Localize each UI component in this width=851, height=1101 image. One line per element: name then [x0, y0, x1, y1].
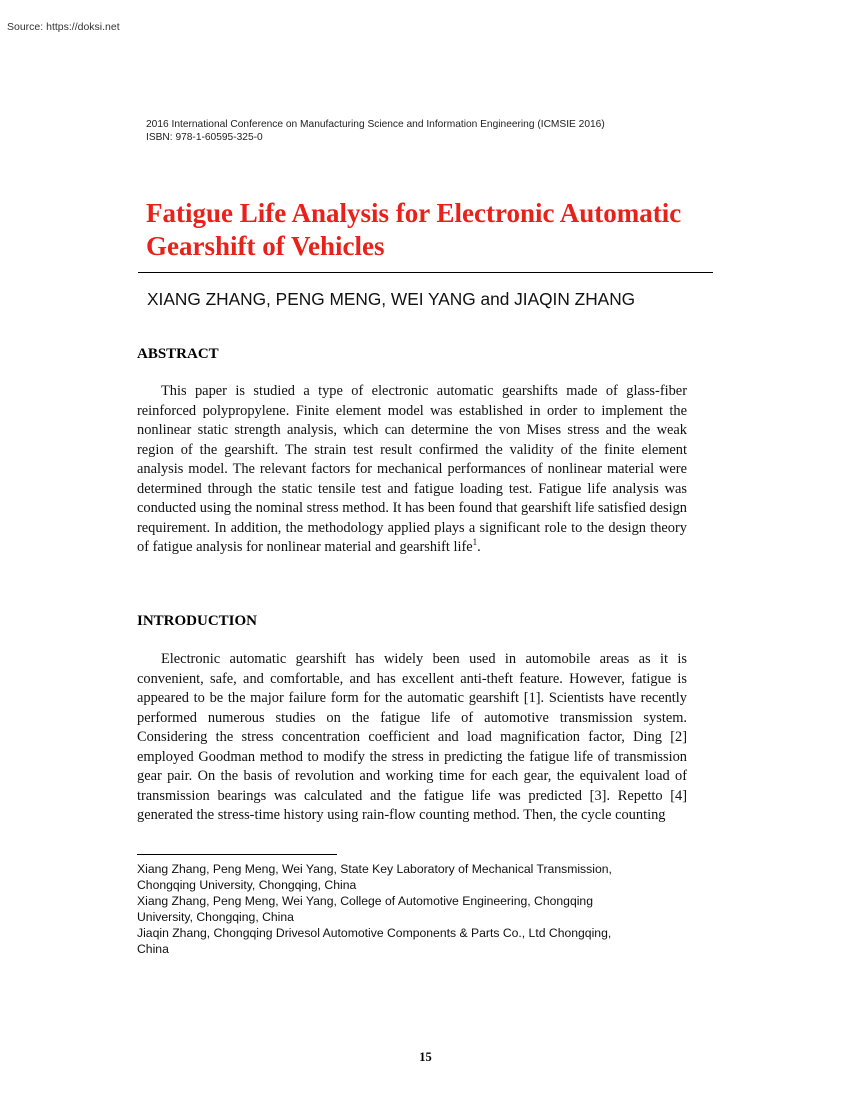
- source-url: Source: https://doksi.net: [7, 21, 120, 33]
- abstract-text: This paper is studied a type of electronic automatic gearshifts made of glass-fiber reinforced polypropylene. Finite element model was established in order to implement the nonlinear static strength analysis, which can determine the von Mises stress and the weak region of the gearshift. The strain test result confirmed the validity of the finite element analysis model. The relevant factors for mechanical performances of nonlinear material were determined through the static tensile test and fatigue loading test. Fatigue life analysis was conducted using the nominal stress method. It has been found that gearshift life satisfied design requirement. In addition, the methodology applied plays a significant role to the design theory of fatigue analysis for nonlinear material and gearshift life: [137, 383, 687, 555]
- paper-title: [146, 197, 716, 263]
- footnote-marker: 1: [472, 537, 478, 548]
- abstract-heading: ABSTRACT: [137, 346, 219, 362]
- footnote-1-line-2: Chongqing University, Chongqing, China: [137, 878, 357, 892]
- author-list: XIANG ZHANG, PENG MENG, WEI YANG and JIAQIN ZHANG: [147, 289, 636, 309]
- footnote-1: [137, 861, 697, 893]
- title-line-2: Gearshift of Vehicles: [146, 231, 385, 261]
- isbn: ISBN: 978-1-60595-325-0: [146, 131, 263, 143]
- title-line-1: Fatigue Life Analysis for Electronic Automatic: [146, 198, 682, 228]
- footnote-divider: [137, 854, 337, 855]
- conference-name: 2016 International Conference on Manufacturing Science and Information Engineering (ICMSIE 2016): [146, 119, 605, 130]
- page-number: 15: [419, 1050, 432, 1064]
- footnote-3-line-2: China: [137, 942, 169, 956]
- footnotes: [137, 861, 697, 957]
- footnote-1-line-1: Xiang Zhang, Peng Meng, Wei Yang, State Key Laboratory of Mechanical Transmission,: [137, 862, 612, 876]
- footnote-3-line-1: Jiaqin Zhang, Chongqing Drivesol Automotive Components & Parts Co., Ltd Chongqing,: [137, 926, 612, 940]
- title-divider: [138, 272, 713, 273]
- abstract-paragraph: [137, 382, 687, 558]
- footnote-2-line-2: University, Chongqing, China: [137, 910, 294, 924]
- introduction-heading: INTRODUCTION: [137, 613, 258, 629]
- abstract-end: .: [477, 539, 481, 555]
- conference-header: [146, 119, 605, 144]
- introduction-paragraph: Electronic automatic gearshift has widely been used in automobile areas as it is convenient, safe, and comfortable, and has excellent anti-theft feature. However, fatigue is appeared to be the major failure form for the automatic gearshift [1]. Scientists have recently performed numerous studies on the fatigue life of automotive transmission system. Considering the stress concentration coefficient and load magnification factor, Ding [2] employed Goodman method to modify the stress in predicting the fatigue life of transmission gear pair. On the basis of revolution and working time for each gear, the equivalent load of transmission bearings was calculated and the fatigue life was predicted [3]. Repetto [4] generated the stress-time history using rain-flow counting method. Then, the cycle counting: [137, 651, 687, 823]
- footnote-2-line-1: Xiang Zhang, Peng Meng, Wei Yang, College of Automotive Engineering, Chongqing: [137, 894, 593, 908]
- footnote-3: [137, 925, 697, 957]
- footnote-2: [137, 893, 697, 925]
